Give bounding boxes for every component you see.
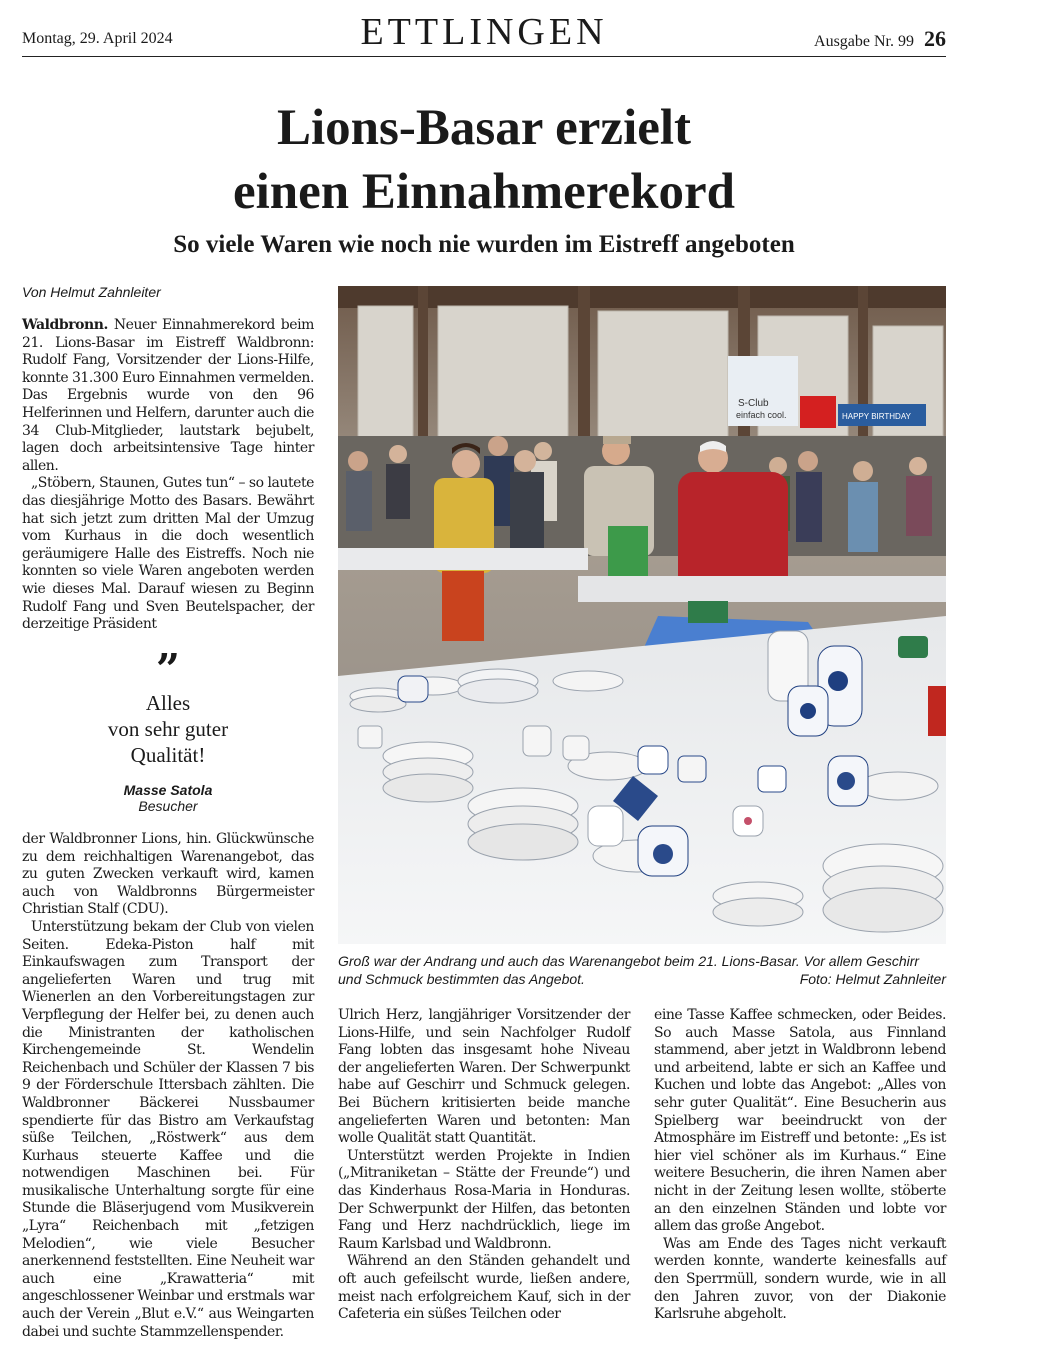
column-3: [654, 1007, 946, 1324]
edition-info: [814, 26, 946, 52]
sign-text: einfach cool.: [736, 410, 787, 420]
masthead: [22, 10, 946, 57]
caption-text: Groß war der Andrang und auch das Warenangebot beim 21. Lions-Basar. Vor allem Geschirr und Schmuck bestimmten das Angebot.: [338, 953, 920, 987]
page-number: 26: [924, 26, 946, 51]
edition-number: Ausgabe Nr. 99: [814, 33, 914, 50]
section-title: ETTLINGEN: [360, 11, 608, 53]
column-1-top: [22, 317, 314, 634]
headline-line-2: einen Einnahmerekord: [232, 164, 736, 220]
quote-line: Qualität!: [130, 743, 206, 767]
paragraph: Während an den Ständen gehandelt und oft auch gefeilscht wurde, ließen andere, meist nach erfolgreichem Kauf, sich in der Cafeteria ein süßes Teilchen oder: [338, 1253, 630, 1323]
dateline-location: Waldbronn.: [22, 317, 108, 333]
photo-credit: Foto: Helmut Zahnleiter: [799, 971, 946, 987]
headline-line-1: Lions-Basar erzielt: [276, 100, 692, 156]
quote-line: Alles: [145, 691, 191, 715]
paragraph: Ulrich Herz, langjähriger Vorsitzender der Lions-Hilfe, und sein Nachfolger Rudolf Fang lobten das insgesamt hohe Niveau der angelieferten Waren. Der Schwerpunkt habe auf Geschirr und Schmuck gelegen. Bei Büchern kritisierten beide manche angelieferten Waren und betonten: Man wolle Qualität statt Quantität.: [338, 1007, 630, 1147]
subheadline: So viele Waren wie noch nie wurden im Eistreff angeboten: [173, 231, 795, 258]
quote-text: [22, 690, 314, 768]
sparkasse-logo: [800, 396, 836, 428]
article-photo: [338, 286, 946, 944]
paragraph: [22, 317, 314, 475]
column-2: [338, 1007, 630, 1324]
column-1-bottom: [22, 831, 314, 1341]
quote-line: von sehr guter: [107, 717, 229, 741]
quote-author-role: Besucher: [138, 798, 198, 814]
paragraph: der Waldbronner Lions, hin. Glückwünsche zu dem reichhaltigen Warenangebot, das zu guten Zwecken verkauft wird, kamen auch von Waldbronns Bürgermeister Christian Stalf (CDU).: [22, 831, 314, 918]
sign-text: S-Club: [738, 398, 769, 409]
quote-mark-icon: ”: [155, 645, 181, 694]
paragraph: „Stöbern, Staunen, Gutes tun“ – so lautete das diesjährige Motto des Basars. Bewährt hat sich jetzt zum dritten Mal der Umzug vom Kurhaus in die doch wesentlich geräumigere Halle des Eistreffs. Noch nie konnten so viele Waren angeboten werden wie dieses Mal. Darauf wiesen zu Beginn Rudolf Fang und Sven Beutelspacher, der derzeitige Präsident: [22, 475, 314, 633]
paragraph: Unterstützt werden Projekte in Indien („Mitraniketan – Stätte der Freunde“) und das Kinderhaus Rosa-Maria in Honduras. Der Schwerpunkt der Hilfen, das betonten Fang und Herz nachdrücklich, liege im Raum Karlsbad und Waldbronn.: [338, 1147, 630, 1252]
byline: Von Helmut Zahnleiter: [22, 284, 161, 300]
paragraph: Unterstützung bekam der Club von vielen Seiten. Edeka-Piston half mit Einkaufswagen zum Transport der angelieferten Waren und trug mit Wienerlen an den Vorbereitungstagen zur Verpflegung der Helfer bei, zu denen auch die Ministranten der katholischen Kirchengemeinde St. Wendelin Reichenbach und Schüler der Klassen 7 bis 9 der Förderschule Ittersbach zählten. Die Waldbronner Bäckerei Nussbaumer spendierte für das Bistro am Verkaufstag süße Teilchen, „Röstwerk“ aus dem Kurhaus steuerte Kaffee und die notwendigen Maschinen bei. Für musikalische Unterhaltung sorgte für eine Stunde die Bläserjugend vom Musikverein „Lyra“ Reichenbach mit „fetzigen Melodien“, wie viele Besucher anerkennend feststellten. Eine Neuheit war auch eine „Krawatteria“ mit angeschlossener Weinbar und erstmals war auch der Verein „Blut e.V.“ aus Weingarten dabei und suchte Stammzellenspender.: [22, 918, 314, 1340]
paragraph-text: Neuer Einnahmerekord beim 21. Lions-Basar im Eistreff Waldbronn: Rudolf Fang, Vorsitzender der Lions-Hilfe, konnte 31.300 Euro Einnahmen vermelden. Das Ergebnis wurde von den 96 Helferinnen und Helfern, darunter auch die 34 Club-Mitglieder, lautstark bejubelt, lagen doch arbeitsintensive Tage hinter allen.: [22, 317, 314, 474]
paragraph: eine Tasse Kaffee schmecken, oder Beides. So auch Masse Satola, aus Finnland stammend, aber jetzt in Waldbronn lebend und arbeitend, labte er sich an Kaffee und Kuchen und lobte das Angebot: „Alles von sehr guter Qualität“. Eine Besucherin aus Spielberg war beeindruckt von der Atmosphäre im Eistreff und betonte: „Es ist hier viel schöner als im Kurhaus.“ Eine weitere Besucherin, die ihren Namen aber nicht in der Zeitung lesen wollte, stöberte an den einzelnen Ständen und lobte vor allem das große Angebot.: [654, 1007, 946, 1235]
headline: [22, 96, 946, 224]
sign-text: HAPPY BIRTHDAY: [842, 412, 911, 421]
quote-author: Masse Satola: [123, 782, 213, 798]
paragraph: Was am Ende des Tages nicht verkauft werden konnte, wanderte keinesfalls auf den Sperrmüll, sondern wurde, wie in all den Jahren zuvor, von der Diakonie Karlsruhe abgeholt.: [654, 1235, 946, 1323]
issue-date: Montag, 29. April 2024: [22, 30, 173, 47]
pull-quote: [22, 645, 314, 814]
photo-caption: [338, 952, 946, 988]
